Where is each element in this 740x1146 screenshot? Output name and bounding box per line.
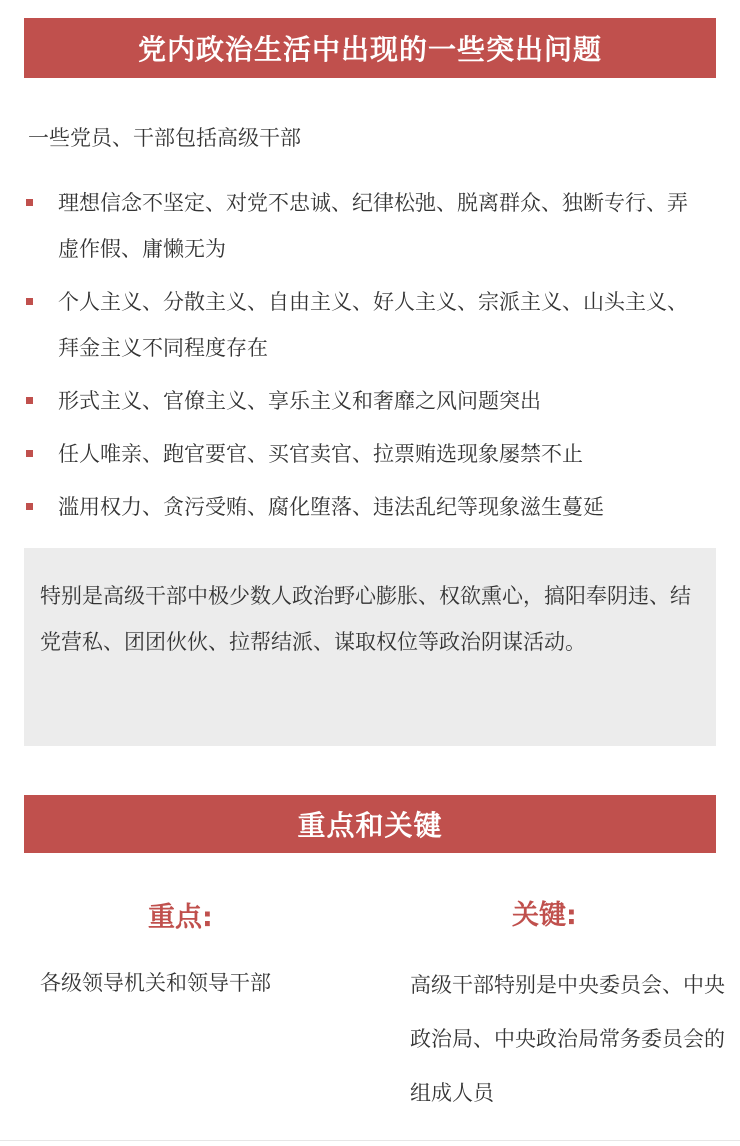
square-bullet-icon [26, 199, 33, 206]
square-bullet-icon [26, 503, 33, 510]
divider [0, 1140, 740, 1141]
list-item-text: 形式主义、官僚主义、享乐主义和奢靡之风问题突出 [58, 389, 541, 413]
list-item [24, 484, 704, 530]
square-bullet-icon [26, 397, 33, 404]
list-item-text: 滥用权力、贪污受贿、腐化堕落、违法乱纪等现象滋生蔓延 [58, 495, 604, 519]
intro-text: 一些党员、干部包括高级干部 [28, 126, 301, 150]
list-item [24, 431, 704, 477]
focus-text: 各级领导机关和领导干部 [40, 971, 271, 995]
issue-list [24, 180, 704, 537]
list-item-text: 任人唯亲、跑官要官、买官卖官、拉票贿选现象屡禁不止 [58, 442, 583, 466]
list-item [24, 279, 704, 371]
key-text: 高级干部特别是中央委员会、中央政治局、中央政治局常务委员会的组成人员 [410, 973, 725, 1105]
key-heading: 关键: [512, 900, 577, 931]
focus-heading: 重点: [148, 902, 213, 933]
list-item [24, 378, 704, 424]
note-box [24, 548, 716, 746]
list-item-text: 个人主义、分散主义、自由主义、好人主义、宗派主义、山头主义、拜金主义不同程度存在 [58, 290, 688, 360]
list-item [24, 180, 704, 272]
note-text: 特别是高级干部中极少数人政治野心膨胀、权欲熏心，搞阳奉阴违、结党营私、团团伙伙、拉帮结派、谋取权位等政治阴谋活动。 [40, 584, 691, 654]
section-title: 重点和关键 [297, 809, 443, 842]
square-bullet-icon [26, 450, 33, 457]
page-title: 党内政治生活中出现的一些突出问题 [137, 33, 602, 66]
section-banner [24, 795, 716, 853]
square-bullet-icon [26, 298, 33, 305]
list-item-text: 理想信念不坚定、对党不忠诚、纪律松弛、脱离群众、独断专行、弄虚作假、庸懒无为 [58, 191, 688, 261]
title-banner [24, 18, 716, 78]
